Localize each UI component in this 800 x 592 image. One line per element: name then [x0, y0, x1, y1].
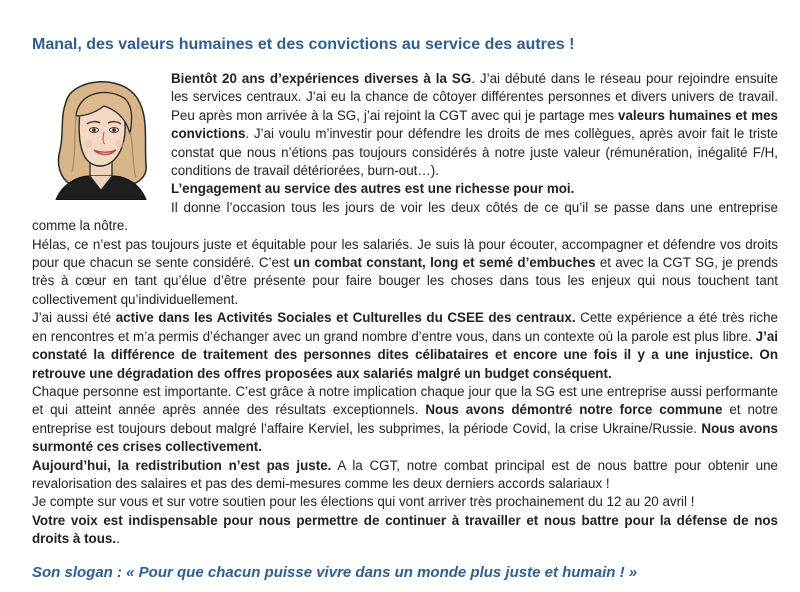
text-run: et avec la CGT SG, je prends très à cœur en tant qu’élue d’être présente pour faire bouger les choses dans tous les enjeux qui nous touchent tant collectivement qu’individuellement. [32, 255, 778, 307]
paragraph-elections: Je compte sur vous et sur votre soutien pour les élections qui vont arriver très prochainement du 12 au 20 avril ! [32, 494, 695, 510]
bold-text: Nous avons surmonté ces crises collectivement. [32, 420, 778, 455]
paragraph-occasion: Il donne l’occasion tous les jours de voir les deux côtés de ce qu’il se passe dans une entreprise comme la nôtre. [32, 199, 778, 234]
bold-text: L’engagement au service des autres est une richesse pour moi. [171, 181, 575, 197]
text-run: J’ai aussi été [32, 310, 116, 326]
article-title: Manal, des valeurs humaines et des convictions au service des autres ! [32, 36, 575, 53]
paragraph-redistribution [32, 457, 778, 494]
paragraph-force [32, 383, 778, 457]
text-run: Hélas, ce n’est pas toujours juste et équitable pour les salariés. Je suis là pour écouter, accompagner et défendre vos droits pour que chacun se sente considéré. C’est [32, 236, 778, 271]
bold-text: Aujourd’hui, la redistribution n’est pas juste. [32, 457, 332, 473]
text-run: Chaque personne est importante. C’est grâce à notre implication chaque jour que la SG est une entreprise aussi performante et qui atteint année après année des résultats exceptionnels. [32, 383, 778, 418]
bold-text: Nous avons démontré notre force commune [425, 402, 723, 418]
paragraph-activites [32, 309, 778, 383]
text-run: . [116, 531, 120, 547]
text-run: Cette expérience a été très riche en rencontres et m’a permis d’échanger avec un grand nombre d’entre vous, dans un contexte où la parole est plus libre. [32, 310, 778, 344]
portrait-spacer [32, 70, 171, 217]
article-body [32, 70, 778, 549]
bold-text: active dans les Activités Sociales et Culturelles du CSEE des centraux. [115, 310, 576, 326]
paragraph-voix [32, 512, 778, 549]
bold-text: Bientôt 20 ans d’expériences diverses à la SG [171, 71, 472, 86]
text-run: A la CGT, notre combat principal est de nous battre pour obtenir une revalorisation des salaires et pas des demi-mesures comme les deux derniers accords salariaux ! [32, 457, 778, 491]
bold-text: J’ai constaté la différence de traitement des personnes dites célibataires et encore une fois il y a une injustice. On retrouve une dégradation des offres proposées aux salariés malgré un budget conséquent. [32, 328, 778, 381]
bold-text: valeurs humaines et mes convictions [171, 107, 778, 142]
bold-text: Votre voix est indispensable pour nous permettre de continuer à travailler et nous battre pour la défense de nos droits à tous. [32, 512, 778, 547]
text-run: et notre entreprise est toujours debout malgré l’affaire Kerviel, les subprimes, la période Covid, la crise Ukraine/Russie. [32, 402, 778, 436]
paragraph-combat [32, 236, 778, 310]
bold-text: un combat constant, long et semé d’embuches [293, 255, 596, 271]
text-run: . J’ai voulu m’investir pour défendre les droits de mes collègues, après avoir fait le triste constat que nous n’étions pas toujours considérés à notre juste valeur (rémunération, inégalité F/H, conditions de travail détériorées, burn-out…). [171, 126, 778, 179]
slogan: Son slogan : « Pour que chacun puisse vivre dans un monde plus juste et humain ! » [32, 564, 638, 581]
text-run: . J’ai débuté dans le réseau pour rejoindre ensuite les services centraux. J’ai eu la chance de côtoyer différentes personnes et divers univers de travail. Peu après mon arrivée à la SG, j’ai rejoint la CGT avec qui je partage mes [171, 71, 778, 123]
